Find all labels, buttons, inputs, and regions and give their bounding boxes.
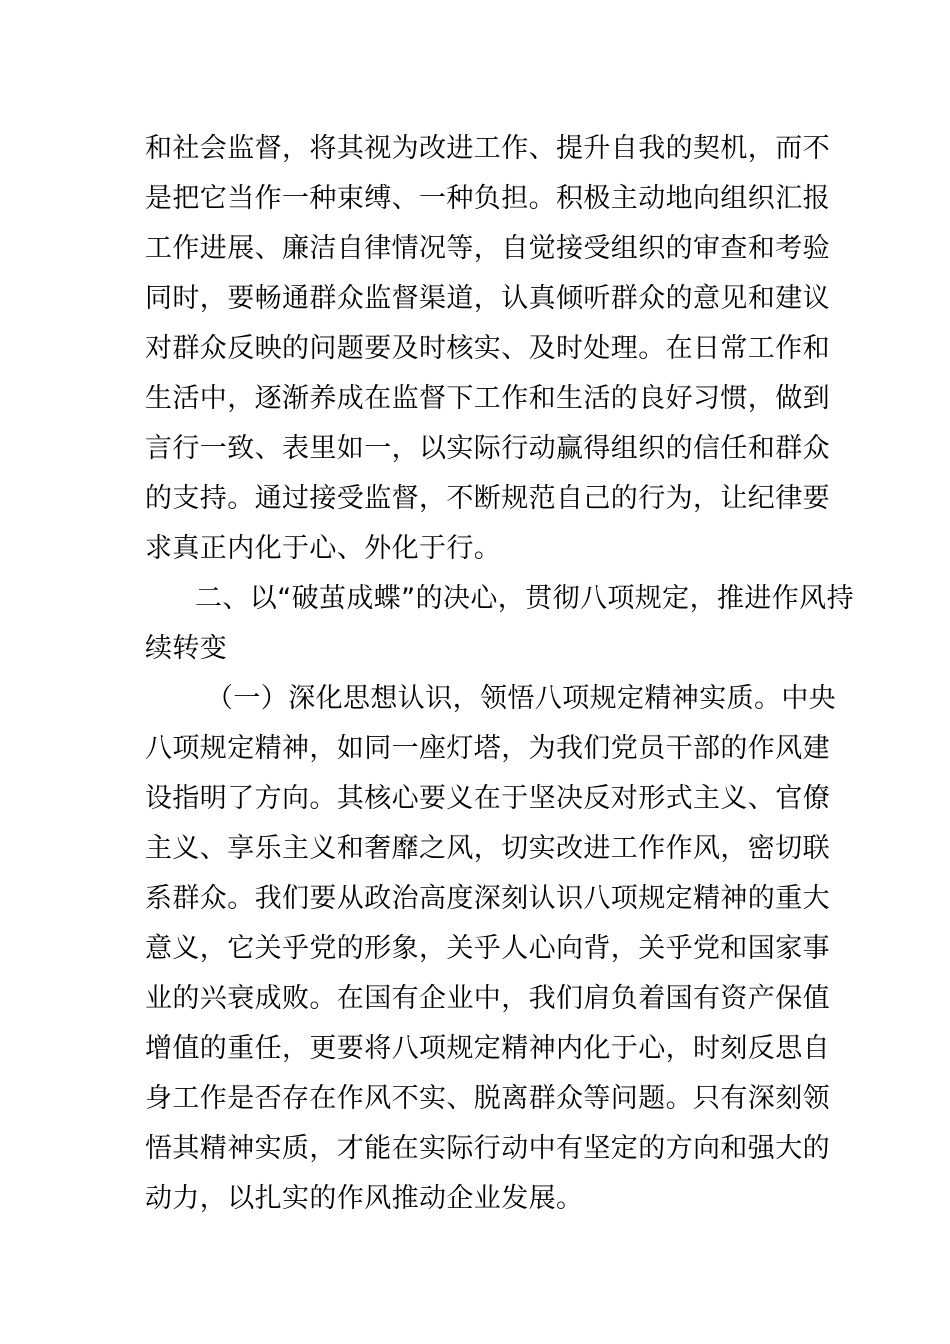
text-line: 动力，以扎实的作风推动企业发展。 (145, 1183, 584, 1214)
text-line: 工作进展、廉洁自律情况等，自觉接受组织的审查和考验 (145, 233, 830, 264)
text-line: 生活中，逐渐养成在监督下工作和生活的良好习惯，做到 (145, 383, 830, 414)
body-text (145, 124, 854, 1224)
text-line: 求真正内化于心、外化于行。 (145, 533, 502, 564)
text-line: 意义，它关乎党的形象，关乎人心向背，关乎党和国家事 (145, 933, 830, 964)
text-line: 的支持。通过接受监督，不断规范自己的行为，让纪律要 (145, 483, 830, 514)
text-line: 设指明了方向。其核心要义在于坚决反对形式主义、官僚 (145, 783, 830, 814)
text-line: 和社会监督，将其视为改进工作、提升自我的契机，而不 (145, 133, 830, 164)
section-heading: 二、以“破茧成蝶”的决心，贯彻八项规定，推进作风持 (195, 583, 854, 614)
text-line: 同时，要畅通群众监督渠道，认真倾听群众的意见和建议 (145, 283, 830, 314)
text-line: 主义、享乐主义和奢靡之风，切实改进工作作风，密切联 (145, 833, 830, 864)
text-line: 增值的重任，更要将八项规定精神内化于心，时刻反思自 (145, 1033, 830, 1064)
text-line: 身工作是否存在作风不实、脱离群众等问题。只有深刻领 (145, 1083, 830, 1114)
text-line: 对群众反映的问题要及时核实、及时处理。在日常工作和 (145, 333, 830, 364)
text-line: 八项规定精神，如同一座灯塔，为我们党员干部的作风建 (145, 733, 830, 764)
text-line: 业的兴衰成败。在国有企业中，我们肩负着国有资产保值 (145, 983, 830, 1014)
text-line: 是把它当作一种束缚、一种负担。积极主动地向组织汇报 (145, 183, 830, 214)
section-heading-continued: 续转变 (145, 633, 228, 664)
text-line: 言行一致、表里如一，以实际行动赢得组织的信任和群众 (145, 433, 830, 464)
text-line: 系群众。我们要从政治高度深刻认识八项规定精神的重大 (145, 883, 830, 914)
text-line: 悟其精神实质，才能在实际行动中有坚定的方向和强大的 (145, 1133, 830, 1164)
subsection-heading: （一）深化思想认识，领悟八项规定精神实质。中央 (206, 683, 837, 714)
